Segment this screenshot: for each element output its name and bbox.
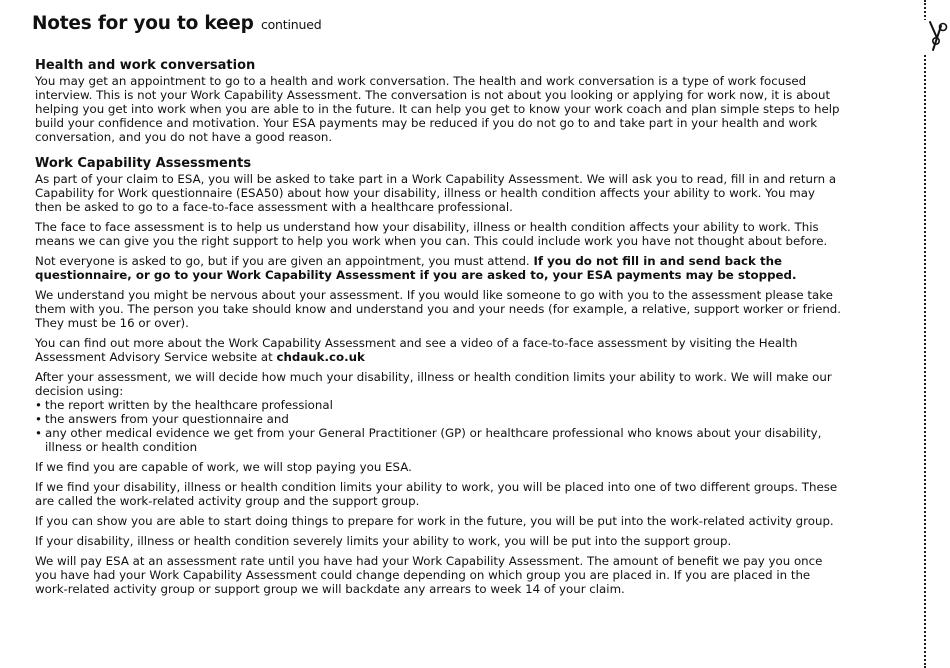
evidence-list [35,398,845,454]
warning-text: If you do not fill in and send back the questionnaire, or go to your Work Capability Assessment if you are asked to, your ESA payments may be stopped. [35,254,797,282]
list-item: • any other medical evidence we get from your General Practitioner (GP) or healthcare professional who knows about your disability, illness or health condition [35,426,845,454]
website-link[interactable]: chdauk.co.uk [276,350,365,364]
paragraph: The face to face assessment is to help us understand how your disability, illness or health condition affects your ability to work. This means we can give you the right support to help you work when you can. This could include work you have not thought about before. [35,220,828,248]
cut-line [924,0,926,668]
section-heading-health-work: Health and work conversation [35,58,256,73]
paragraph: As part of your claim to ESA, you will be asked to take part in a Work Capability Assessment. We will ask you to read, fill in and return a Capability for Work questionnaire (ESA50) about how your disability, illness or health condition affects your ability to work. You may then be asked to go to a face-to-face assessment with a healthcare professional. [35,172,837,214]
list-item: • the report written by the healthcare professional [35,398,845,412]
paragraph: If we find your disability, illness or health condition limits your ability to work, you will be placed into one of two different groups. These are called the work-related activity group and the support group. [35,480,838,508]
section-heading-wca: Work Capability Assessments [35,156,252,171]
scissors-icon [924,20,948,54]
paragraph: We will pay ESA at an assessment rate until you have had your Work Capability Assessment. The amount of benefit we pay you once you have had your Work Capability Assessment could change depending on which group you are placed in. If you are placed in the work-related activity group or support group we will backdate any arrears to week 14 of your claim. [35,554,823,596]
paragraph [35,254,845,282]
continued-label: continued [260,17,322,32]
paragraph: We understand you might be nervous about your assessment. If you would like someone to go with you to the assessment please take them with you. The person you take should know and understand you and your needs (for example, a relative, support worker or friend. They must be 16 or over). [35,288,842,330]
paragraph: If we find you are capable of work, we will stop paying you ESA. [35,460,412,474]
paragraph-text: Not everyone is asked to go, but if you are given an appointment, you must attend. [35,254,530,268]
paragraph: If your disability, illness or health condition severely limits your ability to work, you will be put into the support group. [35,534,732,548]
paragraph-text: You can find out more about the Work Capability Assessment and see a video of a face-to-face assessment by visiting the Health Assessment Advisory Service website at [35,336,798,364]
paragraph [35,336,845,364]
paragraph: If you can show you are able to start doing things to prepare for work in the future, you will be put into the work-related activity group. [35,514,834,528]
notes-content [35,58,845,602]
list-item: • the answers from your questionnaire and [35,412,845,426]
paragraph: You may get an appointment to go to a health and work conversation. The health and work conversation is a type of work focused interview. This is not your Work Capability Assessment. The conversation is not about you looking or applying for work now, it is about helping you get into work when you are able to in the future. It can help you get to know your work coach and plan simple steps to help build your confidence and motivation. Your ESA payments may be reduced if you do not go to and take part in your health and work conversation, and you do not have a good reason. [35,74,840,144]
page-title [32,12,321,37]
paragraph: After your assessment, we will decide how much your disability, illness or health condition limits your ability to work. We will make our decision using: [35,370,832,398]
page-title-text: Notes for you to keep [32,13,254,34]
